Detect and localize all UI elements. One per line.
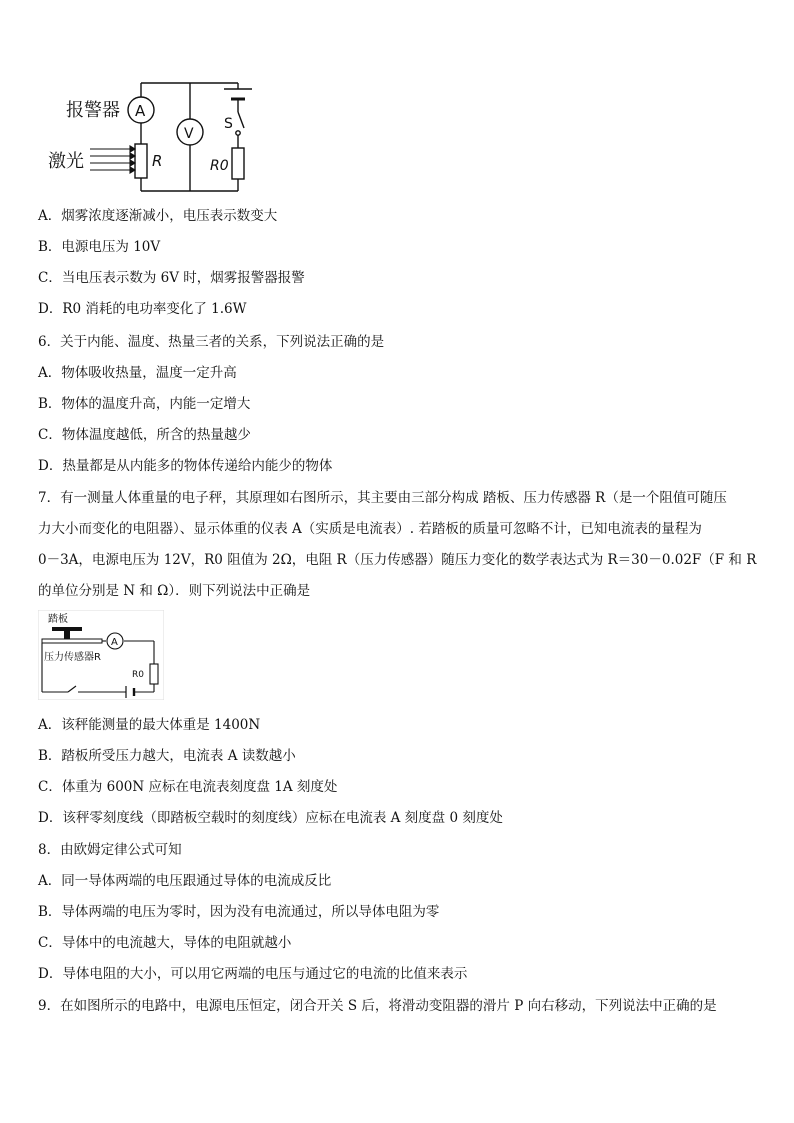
q6-option-c: C．物体温度越低，所含的热量越少	[38, 427, 251, 443]
q7-option-c: C．体重为 600N 应标在电流表刻度盘 1A 刻度处	[38, 779, 338, 795]
q8-option-d: D．导体电阻的大小，可以用它两端的电压与通过它的电流的比值来表示	[38, 966, 468, 982]
q6-option-b: B．物体的温度升高，内能一定增大	[38, 396, 251, 412]
q8-stem: 8．由欧姆定律公式可知	[38, 842, 182, 858]
resistor-r-label: R	[152, 152, 163, 170]
pressure-sensor	[42, 639, 102, 643]
q9-stem: 9．在如图所示的电路中，电源电压恒定，闭合开关 S 后，将滑动变阻器的滑片 P 向右移动，下列说法中正确的是	[38, 998, 717, 1014]
q7-option-d: D．该秤零刻度线（即踏板空载时的刻度线）应标在电流表 A 刻度盘 0 刻度处	[38, 810, 503, 826]
q6-option-a: A．物体吸收热量，温度一定升高	[38, 365, 237, 381]
q8-option-a: A．同一导体两端的电压跟通过导体的电流成反比	[38, 873, 332, 889]
alarm-label: 报警器	[66, 100, 120, 121]
q6-option-d: D．热量都是从内能多的物体传递给内能少的物体	[38, 458, 333, 474]
electronic-scale-circuit-diagram	[38, 610, 164, 700]
q5-option-d: D．R0 消耗的电功率变化了 1.6W	[38, 301, 247, 317]
laser-label: 激光	[48, 151, 84, 172]
q5-option-a: A．烟雾浓度逐渐减小，电压表示数变大	[38, 208, 278, 224]
resistor-r0-label: R0	[210, 158, 229, 174]
battery-symbol	[224, 89, 252, 99]
q7-option-a: A．该秤能测量的最大体重是 1400N	[38, 717, 261, 733]
light-resistor-r	[135, 144, 147, 178]
sensor-label: 压力传感器R	[44, 652, 101, 663]
scale-ammeter-label: A	[111, 637, 118, 648]
switch-label: S	[224, 116, 233, 132]
pedal-stem	[64, 631, 70, 639]
voltmeter-label: V	[184, 126, 194, 142]
q7-stem-line1: 7．有一测量人体重量的电子秤，其原理如右图所示，其主要由三部分构成 踏板、压力传感器 R（是一个阻值可随压	[38, 490, 727, 506]
smoke-alarm-circuit-diagram	[44, 78, 284, 196]
q7-option-b: B．踏板所受压力越大，电流表 A 读数越小	[38, 748, 296, 764]
pedal-label: 踏板	[48, 614, 68, 625]
ammeter-label: A	[135, 102, 146, 120]
laser-arrows	[90, 146, 135, 173]
switch-s	[236, 112, 244, 135]
resistor-r0	[232, 148, 244, 179]
pedal-plate	[52, 627, 82, 631]
q7-stem-line3: 0－3A，电源电压为 12V，R0 阻值为 2Ω，电阻 R（压力传感器）随压力变化的数学表达式为 R＝30－0.02F（F 和 R	[38, 552, 757, 568]
scale-r0-label: R0	[132, 670, 144, 680]
q7-stem-line2: 力大小而变化的电阻器）、显示体重的仪表 A（实质是电流表）. 若踏板的质量可忽略不计，已知电流表的量程为	[38, 521, 702, 537]
scale-resistor-r0	[150, 664, 158, 684]
q8-option-c: C．导体中的电流越大，导体的电阻就越小	[38, 935, 292, 951]
q6-stem: 6．关于内能、温度、热量三者的关系，下列说法正确的是	[38, 334, 385, 350]
q5-option-b: B．电源电压为 10V	[38, 239, 161, 255]
q8-option-b: B．导体两端的电压为零时，因为没有电流通过，所以导体电阻为零	[38, 904, 440, 920]
q5-option-c: C．当电压表示数为 6V 时，烟雾报警器报警	[38, 270, 305, 286]
q7-stem-line4: 的单位分别是 N 和 Ω）．则下列说法中正确是	[38, 583, 311, 599]
